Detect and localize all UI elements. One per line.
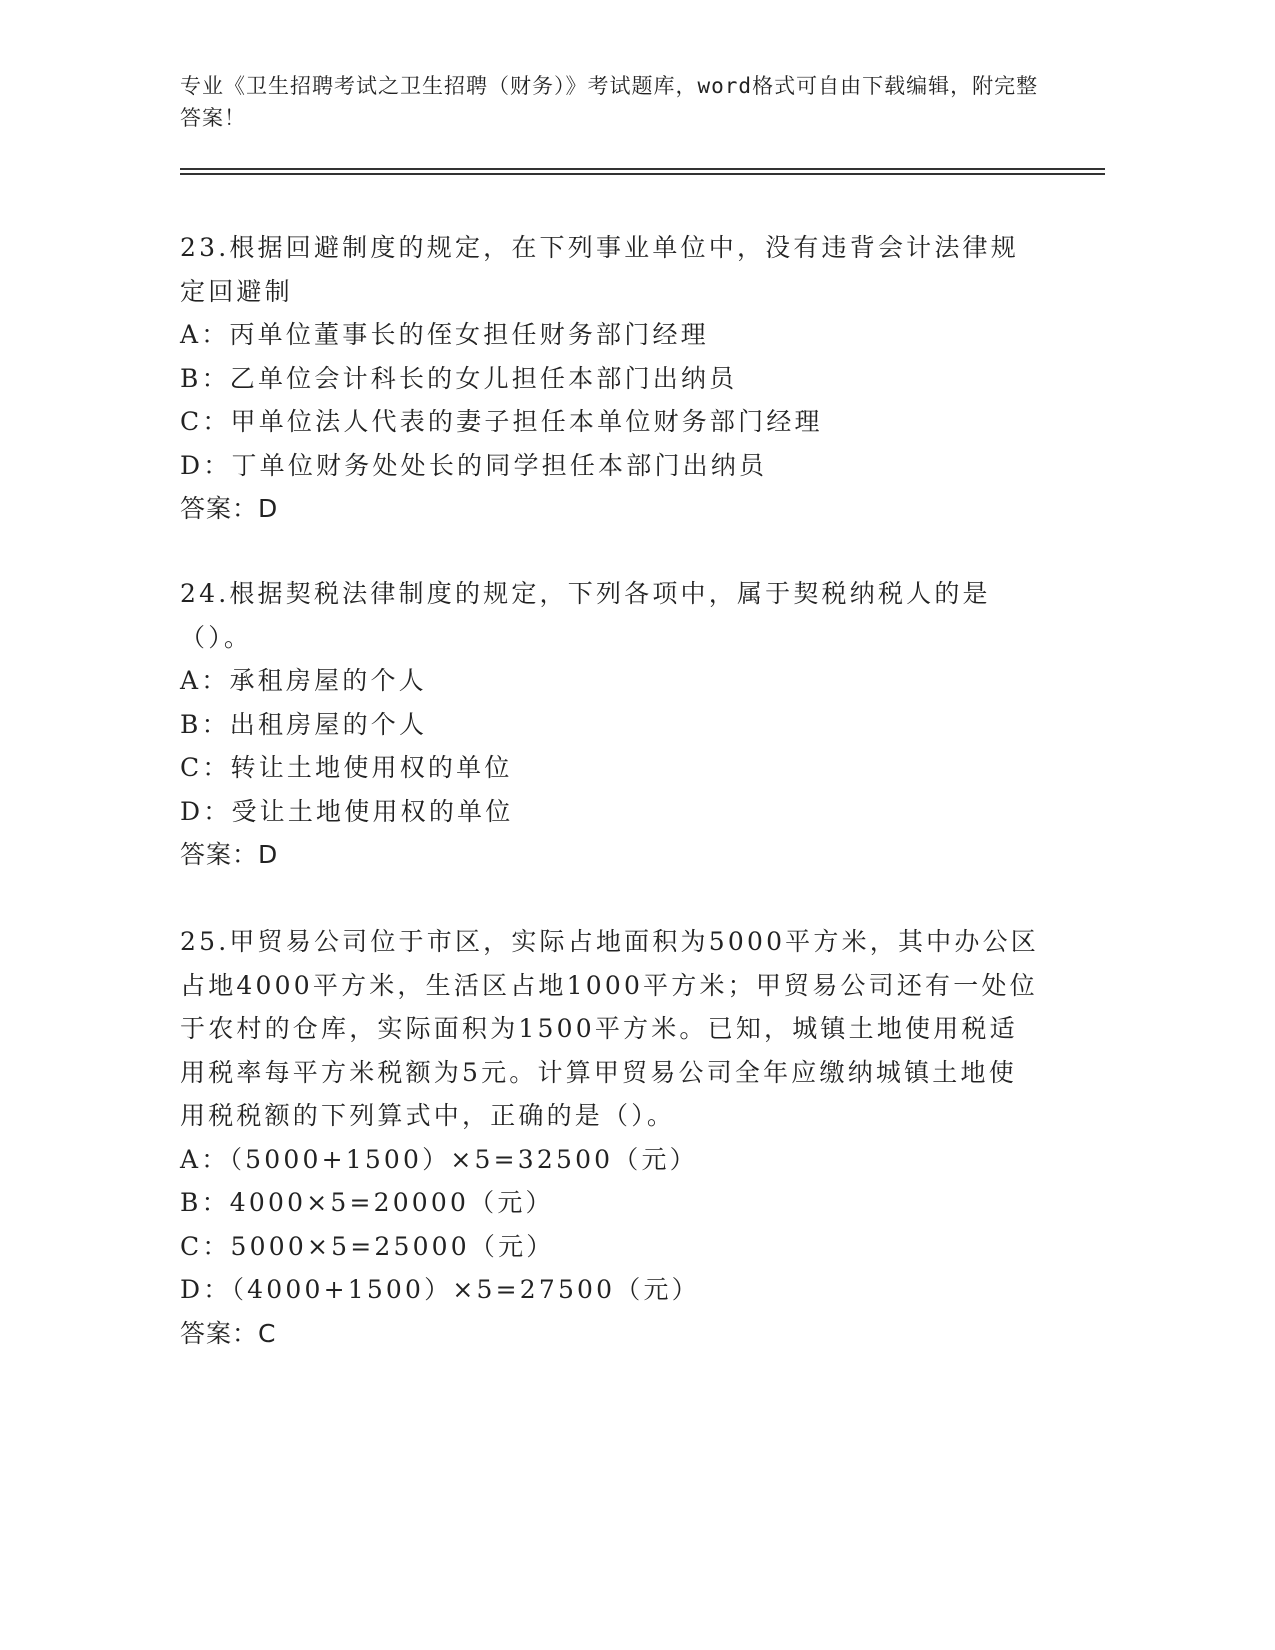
option-b: B：乙单位会计科长的女儿担任本部门出纳员	[180, 363, 738, 393]
document-page	[180, 70, 1100, 175]
answer-line: 答案：C	[180, 1318, 277, 1348]
option-c: C：5000×5=25000（元）	[180, 1231, 555, 1261]
option-b: B：4000×5=20000（元）	[180, 1188, 554, 1217]
option-c: C：甲单位法人代表的妻子担任本单位财务部门经理	[180, 407, 823, 436]
option-d: D：（4000+1500）×5=27500（元）	[180, 1275, 700, 1304]
option-b: B：出租房屋的个人	[180, 709, 428, 739]
question-stem: 23.根据回避制度的规定，在下列事业单位中，没有违背会计法律规定回避制	[180, 233, 1019, 306]
option-c: C：转让土地使用权的单位	[180, 753, 513, 782]
option-d: D：丁单位财务处处长的同学担任本部门出纳员	[180, 450, 768, 480]
option-a: A：（5000+1500）×5=32500（元）	[180, 1144, 698, 1174]
option-d: D：受让土地使用权的单位	[180, 796, 514, 826]
header-divider	[180, 168, 1105, 175]
divider-line-top	[180, 168, 1105, 170]
divider-line-bottom	[180, 173, 1105, 175]
option-a: A：丙单位董事长的侄女担任财务部门经理	[180, 320, 709, 349]
question-stem: 25.甲贸易公司位于市区，实际占地面积为5000平方米，其中办公区占地4000平方米，生活区占地1000平方米；甲贸易公司还有一处位于农村的仓库，实际面积为1500平方米。已知，城镇土地使用税适用税率每平方米税额为5元。计算甲贸易公司全年应缴纳城镇土地使用税税额的下列算式中，正确的是（）。	[180, 927, 1039, 1130]
answer-line: 答案：D	[180, 840, 279, 869]
question-25	[180, 920, 1040, 1355]
question-stem: 24.根据契税法律制度的规定，下列各项中，属于契税纳税人的是（）。	[180, 579, 991, 652]
answer-line: 答案：D	[180, 494, 279, 523]
document-header: 专业《卫生招聘考试之卫生招聘（财务）》考试题库，word格式可自由下载编辑，附完整答案！	[180, 74, 1039, 130]
option-a: A：承租房屋的个人	[180, 666, 427, 695]
question-23	[180, 226, 1040, 531]
question-24	[180, 572, 1040, 877]
